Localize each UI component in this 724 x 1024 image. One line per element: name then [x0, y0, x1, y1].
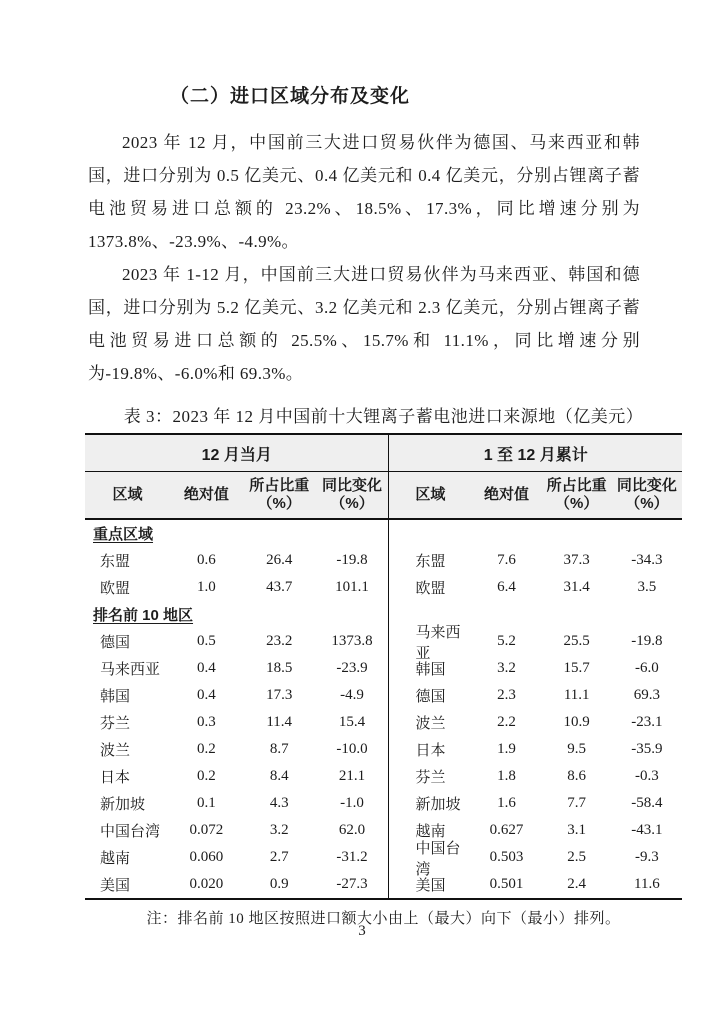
yoy-cell: 11.6 — [634, 876, 660, 892]
region-cell: 美国 — [100, 878, 131, 894]
region-cell: 韩国 — [100, 689, 131, 705]
table-row — [85, 682, 682, 709]
col-header-unit: （%） — [257, 495, 301, 512]
share-cell: 18.5 — [266, 660, 293, 676]
table-row — [85, 709, 682, 736]
value-cell: 5.2 — [497, 633, 516, 649]
region-cell: 中国台湾 — [415, 840, 461, 878]
yoy-cell: 15.4 — [338, 714, 366, 730]
table-group-header-row — [85, 435, 682, 472]
share-cell: 11.1 — [563, 687, 590, 703]
share-cell: 43.7 — [266, 579, 293, 595]
table-row — [85, 817, 682, 844]
value-cell: 1.6 — [497, 795, 516, 811]
value-cell: 7.6 — [497, 552, 516, 568]
body-text — [88, 126, 640, 390]
paragraph-2: 2023 年 1-12 月，中国前三大进口贸易伙伴为马来西亚、韩国和德国，进口分别为 5.2 亿美元、3.2 亿美元和 2.3 亿美元，分别占锂离子蓄电池贸易进口总额的 25.5%、15.7%和 11.1%，同比增速分别为-19.8%、-6.0%和 69.3%。 — [88, 265, 640, 383]
table-row — [85, 574, 682, 601]
group-header-cumulative: 1 至 12 月累计 — [483, 446, 588, 464]
region-cell: 美国 — [415, 878, 446, 894]
share-cell: 26.4 — [266, 552, 293, 568]
yoy-cell: 101.1 — [335, 579, 369, 595]
share-cell: 8.7 — [269, 741, 289, 757]
region-cell: 日本 — [415, 743, 446, 759]
value-cell: 1.8 — [497, 768, 516, 784]
yoy-cell: 1373.8 — [331, 633, 373, 649]
col-header-value — [170, 486, 243, 504]
yoy-cell: -23.1 — [631, 714, 663, 730]
region-cell: 东盟 — [100, 554, 131, 570]
value-cell: 6.4 — [497, 579, 516, 595]
share-cell: 3.2 — [269, 822, 289, 838]
share-cell: 25.5 — [563, 633, 590, 649]
yoy-cell: -43.1 — [631, 822, 663, 838]
data-table — [85, 433, 682, 900]
share-cell: 17.3 — [266, 687, 293, 703]
col-header-unit: （%） — [625, 495, 669, 512]
value-cell: 1.0 — [197, 579, 216, 595]
value-cell: 0.6 — [197, 552, 216, 568]
region-cell: 波兰 — [100, 743, 131, 759]
region-cell: 中国台湾 — [100, 824, 161, 840]
value-cell: 0.060 — [189, 849, 224, 865]
share-cell: 8.4 — [269, 768, 289, 784]
col-header-unit: （%） — [554, 495, 599, 512]
share-cell: 10.9 — [563, 714, 590, 730]
value-cell: 0.3 — [197, 714, 216, 730]
share-cell: 3.1 — [567, 822, 587, 838]
share-cell: 11.4 — [266, 714, 293, 730]
region-cell: 东盟 — [415, 554, 446, 570]
share-cell: 9.5 — [567, 741, 587, 757]
col-header-line: 所占比重 — [546, 477, 607, 494]
paragraph-1: 2023 年 12 月，中国前三大进口贸易伙伴为德国、马来西亚和韩国，进口分别为 0.5 亿美元、0.4 亿美元和 0.4 亿美元，分别占锂离子蓄电池贸易进口总额的 23.2%、18.5%、17.3%，同比增速分别为 1373.8%、-23.9%、-4.9%。 — [88, 133, 640, 251]
table-column-header-row — [85, 472, 682, 520]
col-header-line: 区域 — [112, 486, 143, 503]
page-number: 3 — [358, 923, 366, 939]
value-cell: 0.2 — [197, 741, 216, 757]
value-cell: 0.4 — [197, 687, 216, 703]
value-cell: 0.4 — [197, 660, 216, 676]
col-header-line: 同比变化 — [616, 477, 677, 494]
region-cell: 韩国 — [415, 662, 446, 678]
section-label: 排名前 10 地区 — [93, 607, 194, 624]
value-cell: 0.1 — [197, 795, 216, 811]
region-cell: 新加坡 — [415, 797, 461, 813]
yoy-cell: -23.9 — [336, 660, 368, 676]
region-cell: 芬兰 — [415, 770, 446, 786]
value-cell: 0.503 — [489, 849, 524, 865]
region-cell: 越南 — [415, 824, 446, 840]
share-cell: 23.2 — [266, 633, 293, 649]
col-header-line: 绝对值 — [483, 486, 529, 503]
yoy-cell: -1.0 — [340, 795, 364, 811]
share-cell: 7.7 — [567, 795, 587, 811]
yoy-cell: 62.0 — [338, 822, 366, 838]
col-header-yoy — [316, 477, 389, 513]
share-cell: 0.9 — [269, 876, 289, 892]
col-header-line: 绝对值 — [183, 486, 229, 503]
col-header-line: 同比变化 — [322, 477, 383, 494]
region-cell: 芬兰 — [100, 716, 131, 732]
yoy-cell: -10.0 — [336, 741, 368, 757]
yoy-cell: -35.9 — [631, 741, 663, 757]
col-header-share — [542, 477, 612, 513]
value-cell: 1.9 — [497, 741, 516, 757]
value-cell: 0.5 — [197, 633, 216, 649]
yoy-cell: -9.3 — [634, 849, 659, 865]
region-cell: 波兰 — [415, 716, 446, 732]
value-cell: 0.2 — [197, 768, 216, 784]
table-row — [85, 736, 682, 763]
yoy-cell: -31.2 — [336, 849, 368, 865]
col-header-yoy — [612, 477, 682, 513]
region-cell: 越南 — [100, 851, 131, 867]
region-cell: 德国 — [100, 635, 131, 651]
region-cell: 日本 — [100, 770, 131, 786]
share-cell: 4.3 — [269, 795, 289, 811]
region-cell: 欧盟 — [100, 581, 131, 597]
share-cell: 31.4 — [563, 579, 590, 595]
yoy-cell: -6.0 — [634, 660, 659, 676]
section-heading: （二）进口区域分布及变化 — [170, 86, 411, 107]
col-header-unit: （%） — [330, 495, 374, 512]
value-cell: 0.072 — [189, 822, 224, 838]
section-label: 重点区域 — [93, 526, 154, 543]
yoy-cell: -34.3 — [631, 552, 663, 568]
region-cell: 欧盟 — [415, 581, 446, 597]
yoy-cell: -58.4 — [631, 795, 663, 811]
value-cell: 0.627 — [489, 822, 524, 838]
table-row — [85, 547, 682, 574]
yoy-cell: 21.1 — [338, 768, 366, 784]
table-row — [85, 763, 682, 790]
table-block — [85, 402, 682, 928]
col-header-line: 区域 — [415, 486, 446, 503]
region-cell: 马来西亚 — [100, 662, 161, 678]
value-cell: 2.2 — [497, 714, 516, 730]
col-header-region — [85, 486, 170, 504]
table-section-row — [85, 601, 682, 628]
col-header-region — [389, 486, 471, 504]
yoy-cell: -19.8 — [336, 552, 368, 568]
table-row — [85, 655, 682, 682]
share-cell: 2.7 — [269, 849, 289, 865]
value-cell: 0.501 — [489, 876, 524, 892]
yoy-cell: 69.3 — [633, 687, 660, 703]
table-row — [85, 840, 682, 878]
table-row — [85, 624, 682, 662]
value-cell: 0.020 — [189, 876, 224, 892]
region-cell: 德国 — [415, 689, 446, 705]
col-header-share — [243, 477, 316, 513]
table-row — [85, 790, 682, 817]
share-cell: 2.4 — [567, 876, 587, 892]
table-note: 注：排名前 10 地区按照进口额大小由上（最大）向下（最小）排列。 — [146, 911, 621, 927]
col-header-value — [471, 486, 541, 504]
region-cell: 新加坡 — [100, 797, 146, 813]
yoy-cell: -27.3 — [336, 876, 368, 892]
table-section-row — [85, 520, 682, 547]
share-cell: 15.7 — [563, 660, 590, 676]
share-cell: 37.3 — [563, 552, 590, 568]
yoy-cell: -0.3 — [634, 768, 659, 784]
share-cell: 2.5 — [567, 849, 587, 865]
yoy-cell: 3.5 — [637, 579, 657, 595]
share-cell: 8.6 — [567, 768, 587, 784]
col-header-line: 所占比重 — [249, 477, 310, 494]
table-caption: 表 3：2023 年 12 月中国前十大锂离子蓄电池进口来源地（亿美元） — [123, 407, 644, 426]
region-cell: 马来西亚 — [415, 624, 461, 662]
value-cell: 2.3 — [497, 687, 516, 703]
value-cell: 3.2 — [497, 660, 516, 676]
group-header-current-month: 12 月当月 — [85, 435, 389, 471]
yoy-cell: -4.9 — [340, 687, 364, 703]
table-row — [85, 871, 682, 898]
yoy-cell: -19.8 — [631, 633, 663, 649]
